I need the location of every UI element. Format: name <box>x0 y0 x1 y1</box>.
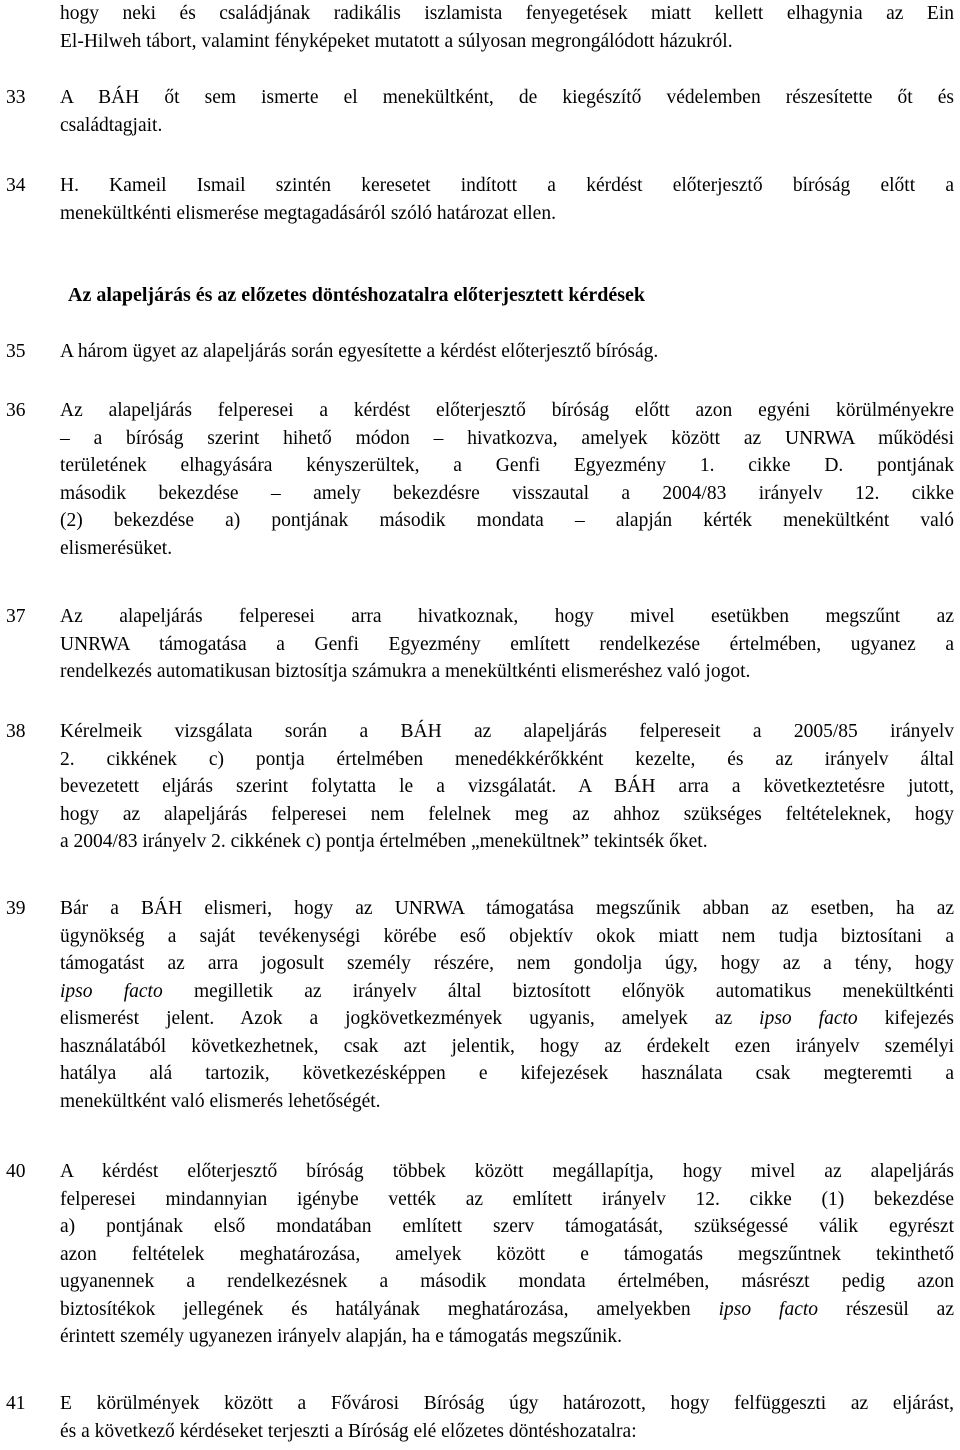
text-line: használatából következhetnek, csak azt jelentik, hogy az érdekelt ezen irányelv személyi <box>60 1035 954 1057</box>
paragraph-37 <box>60 603 954 686</box>
text-line: A BÁH őt sem ismerte el menekültként, de kiegészítő védelemben részesítette őt és <box>60 87 954 108</box>
text-line: és a következő kérdéseket terjeszti a Bíróság elé előzetes döntéshozatalra: <box>60 1420 637 1442</box>
section-heading: Az alapeljárás és az előzetes döntéshozatalra előterjesztett kérdések <box>68 284 646 306</box>
text-line: Az alapeljárás felperesei arra hivatkoznak, hogy mivel esetükben megszűnt az <box>60 606 954 627</box>
paragraph-41 <box>60 1390 954 1445</box>
paragraph-34 <box>60 172 954 227</box>
text-line: második bekezdése – amely bekezdésre visszautal a 2004/83 irányelv 12. cikke <box>60 482 954 504</box>
text-line: ugyanennek a rendelkezésnek a második mondata értelmében, másrészt pedig azon <box>60 1271 954 1292</box>
paragraph-number: 40 <box>6 1161 26 1182</box>
paragraph-number: 39 <box>6 898 26 919</box>
text-line: elismerést jelent. Azok a jogkövetkezmények ugyanis, amelyek az ipso facto kifejezés <box>60 1008 954 1029</box>
text-line: ipso facto megilletik az irányelv által biztosított előnyök automatikus menekültkénti <box>60 980 954 1002</box>
intro-paragraph <box>60 0 954 55</box>
paragraph-number: 33 <box>6 87 26 108</box>
text-line: támogatást az arra jogosult személy részére, nem gondolja úgy, hogy az a tény, hogy <box>60 953 954 974</box>
text-line: rendelkezés automatikusan biztosítja számukra a menekültkénti elismeréshez való jogot. <box>60 661 751 682</box>
paragraph-number: 35 <box>6 341 26 362</box>
text-line: hogy az alapeljárás felperesei nem felelnek meg az ahhoz szükséges feltételeknek, hogy <box>60 803 954 825</box>
text-line: a) pontjának első mondatában említett szerv támogatását, szükségessé válik egyrészt <box>60 1216 954 1237</box>
paragraph-35 <box>60 338 954 366</box>
paragraph-40 <box>60 1158 954 1351</box>
text-line: ügynökség a saját tevékenységi körébe eső objektív okok miatt nem tudja biztosítani a <box>60 925 954 947</box>
paragraph-36 <box>60 397 954 562</box>
text-line: elismerésüket. <box>60 537 173 559</box>
text-line: A kérdést előterjesztő bíróság többek között megállapítja, hogy mivel az alapeljárás <box>60 1161 954 1182</box>
text-line: (2) bekezdése a) pontjának második mondata – alapján kérték menekültként való <box>60 510 954 531</box>
paragraph-33 <box>60 84 954 139</box>
text-line: családtagjait. <box>60 114 163 136</box>
text-line: felperesei mindannyian igénybe vették az említett irányelv 12. cikke (1) bekezdése <box>60 1188 954 1210</box>
text-line: 2. cikkének c) pontja értelmében menedékkérőkként kezelte, és az irányelv által <box>60 748 954 770</box>
text-line: E körülmények között a Fővárosi Bíróság úgy határozott, hogy felfüggeszti az eljárást, <box>60 1393 954 1414</box>
text-line: H. Kameil Ismail szintén keresetet indított a kérdést előterjesztő bíróság előtt a <box>60 175 954 196</box>
text-line: menekültként való elismerés lehetőségét. <box>60 1090 381 1112</box>
text-line: Az alapeljárás felperesei a kérdést előterjesztő bíróság előtt azon egyéni körülményekre <box>60 400 954 421</box>
text-line: biztosítékok jellegének és hatályának meghatározása, amelyekben ipso facto részesül az <box>60 1298 954 1320</box>
paragraph-number: 34 <box>6 175 26 196</box>
paragraph-number: 38 <box>6 721 26 742</box>
text-line: UNRWA támogatása a Genfi Egyezmény említett rendelkezése értelmében, ugyanez a <box>60 633 954 655</box>
text-line: – a bíróság szerint hihető módon – hivatkozva, amelyek között az UNRWA működési <box>60 427 954 449</box>
text-line: területének elhagyására kényszerültek, a Genfi Egyezmény 1. cikke D. pontjának <box>60 455 954 476</box>
paragraph-38 <box>60 718 954 856</box>
text-line: hogy neki és családjának radikális iszlamista fenyegetések miatt kellett elhagynia az Ein <box>60 3 954 24</box>
text-line: a 2004/83 irányelv 2. cikkének c) pontja értelmében „menekültnek” tekintsék őket. <box>60 831 708 852</box>
paragraph-number: 36 <box>6 400 26 421</box>
text-line: Kérelmeik vizsgálata során a BÁH az alapeljárás felpereseit a 2005/85 irányelv <box>60 721 954 742</box>
text-line: El-Hilweh tábort, valamint fényképeket mutatott a súlyosan megrongálódott házukról. <box>60 30 733 52</box>
text-line: érintett személy ugyanezen irányelv alapján, ha e támogatás megszűnik. <box>60 1326 623 1347</box>
text-line: Bár a BÁH elismeri, hogy az UNRWA támogatása megszűnik abban az esetben, ha az <box>60 898 954 919</box>
text-line: menekültkénti elismerése megtagadásáról szóló határozat ellen. <box>60 202 556 224</box>
paragraph-number: 37 <box>6 606 26 627</box>
text-line: azon feltételek meghatározása, amelyek között e támogatás megszűntnek tekinthető <box>60 1243 954 1265</box>
text-line: hatálya alá tartozik, következésképpen e kifejezések használata csak megteremti a <box>60 1063 954 1084</box>
paragraph-number: 41 <box>6 1393 26 1414</box>
text-line: bevezetett eljárás szerint folytatta le a vizsgálatát. A BÁH arra a következtetésre jutott, <box>60 776 954 797</box>
text-line: A három ügyet az alapeljárás során egyesítette a kérdést előterjesztő bíróság. <box>60 341 659 362</box>
paragraph-39 <box>60 895 954 1115</box>
